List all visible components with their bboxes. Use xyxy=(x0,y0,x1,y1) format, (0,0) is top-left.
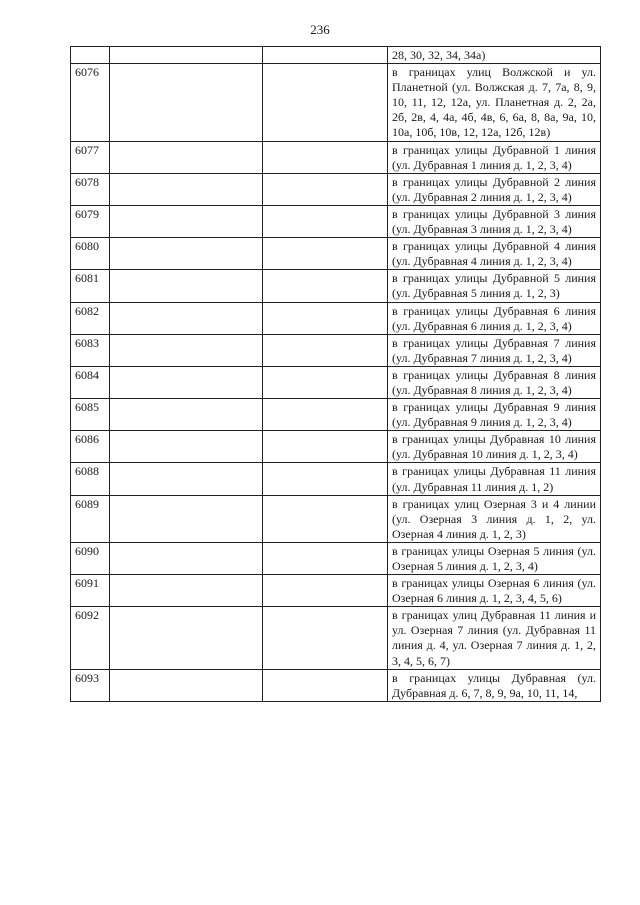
station-number: 6081 xyxy=(71,270,110,302)
blank-cell xyxy=(110,399,263,431)
blank-cell xyxy=(263,141,388,173)
boundary-description: в границах улицы Дубравной 2 линия (ул. Дубравная 2 линия д. 1, 2, 3, 4) xyxy=(388,173,601,205)
blank-cell xyxy=(110,270,263,302)
station-number: 6082 xyxy=(71,302,110,334)
table-row xyxy=(71,64,601,141)
blank-cell xyxy=(110,431,263,463)
station-number: 6090 xyxy=(71,542,110,574)
boundary-description: в границах улицы Дубравной 3 линия (ул. Дубравная 3 линия д. 1, 2, 3, 4) xyxy=(388,205,601,237)
station-number: 6092 xyxy=(71,607,110,669)
blank-cell xyxy=(263,64,388,141)
station-number: 6091 xyxy=(71,575,110,607)
blank-cell xyxy=(110,542,263,574)
blank-cell xyxy=(110,334,263,366)
blank-cell xyxy=(110,205,263,237)
station-number: 6086 xyxy=(71,431,110,463)
boundary-description: в границах улицы Дубравная 7 линия (ул. Дубравная 7 линия д. 1, 2, 3, 4) xyxy=(388,334,601,366)
station-number: 6077 xyxy=(71,141,110,173)
boundary-description: 28, 30, 32, 34, 34а) xyxy=(388,47,601,64)
blank-cell xyxy=(110,238,263,270)
station-number: 6089 xyxy=(71,495,110,542)
blank-cell xyxy=(110,302,263,334)
blank-cell xyxy=(263,47,388,64)
boundary-description: в границах улицы Дубравная 8 линия (ул. Дубравная 8 линия д. 1, 2, 3, 4) xyxy=(388,366,601,398)
blank-cell xyxy=(263,173,388,205)
station-number: 6076 xyxy=(71,64,110,141)
table-row xyxy=(71,366,601,398)
blank-cell xyxy=(110,463,263,495)
station-number: 6088 xyxy=(71,463,110,495)
table-row xyxy=(71,495,601,542)
boundary-description: в границах улицы Озерная 5 линия (ул. Озерная 5 линия д. 1, 2, 3, 4) xyxy=(388,542,601,574)
station-number: 6080 xyxy=(71,238,110,270)
boundary-description: в границах улицы Дубравной 4 линия (ул. Дубравная 4 линия д. 1, 2, 3, 4) xyxy=(388,238,601,270)
blank-cell xyxy=(263,238,388,270)
table-row xyxy=(71,334,601,366)
blank-cell xyxy=(263,399,388,431)
table-row xyxy=(71,173,601,205)
continuation-row xyxy=(71,47,601,64)
table-row xyxy=(71,141,601,173)
blank-cell xyxy=(263,334,388,366)
table-row xyxy=(71,542,601,574)
blank-cell xyxy=(263,302,388,334)
station-number: 6085 xyxy=(71,399,110,431)
station-number: 6083 xyxy=(71,334,110,366)
blank-cell xyxy=(263,669,388,701)
blank-cell xyxy=(110,47,263,64)
blank-cell xyxy=(110,64,263,141)
blank-cell xyxy=(263,607,388,669)
boundary-description: в границах улицы Дубравная (ул. Дубравная д. 6, 7, 8, 9, 9а, 10, 11, 14, xyxy=(388,669,601,701)
polling-stations-table xyxy=(70,46,601,702)
blank-cell xyxy=(110,495,263,542)
table-row xyxy=(71,463,601,495)
boundary-description: в границах улицы Дубравная 9 линия (ул. Дубравная 9 линия д. 1, 2, 3, 4) xyxy=(388,399,601,431)
station-number: 6084 xyxy=(71,366,110,398)
table-row xyxy=(71,399,601,431)
boundary-description: в границах улицы Дубравной 5 линия (ул. Дубравная 5 линия д. 1, 2, 3) xyxy=(388,270,601,302)
boundary-description: в границах улицы Дубравная 6 линия (ул. Дубравная 6 линия д. 1, 2, 3, 4) xyxy=(388,302,601,334)
blank-cell xyxy=(263,575,388,607)
boundary-description: в границах улиц Волжской и ул. Планетной (ул. Волжская д. 7, 7а, 8, 9, 10, 11, 12, 12а, ул. Планетная д. 2, 2а, 2б, 2в, 4, 4а, 4б, 4в, 6, 6а, 8, 8а, 9а, 10, 10а, 10б, 10в, 12, 12а, 12б, 12в) xyxy=(388,64,601,141)
blank-cell xyxy=(263,366,388,398)
blank-cell xyxy=(263,205,388,237)
boundary-description: в границах улицы Дубравная 11 линия (ул. Дубравная 11 линия д. 1, 2) xyxy=(388,463,601,495)
blank-cell xyxy=(110,575,263,607)
table-row xyxy=(71,302,601,334)
blank-cell xyxy=(263,542,388,574)
station-number: 6093 xyxy=(71,669,110,701)
blank-cell xyxy=(263,270,388,302)
blank-cell xyxy=(110,141,263,173)
table-row xyxy=(71,575,601,607)
blank-cell xyxy=(110,669,263,701)
table-row xyxy=(71,607,601,669)
blank-cell xyxy=(110,173,263,205)
table-row xyxy=(71,270,601,302)
blank-cell xyxy=(110,607,263,669)
blank-cell xyxy=(263,431,388,463)
boundary-description: в границах улиц Дубравная 11 линия и ул. Озерная 7 линия (ул. Дубравная 11 линия д. 4, ул. Озерная 7 линия д. 1, 2, 3, 4, 5, 6, 7) xyxy=(388,607,601,669)
boundary-description: в границах улицы Озерная 6 линия (ул. Озерная 6 линия д. 1, 2, 3, 4, 5, 6) xyxy=(388,575,601,607)
page-number: 236 xyxy=(310,22,330,37)
boundary-description: в границах улицы Дубравной 1 линия (ул. Дубравная 1 линия д. 1, 2, 3, 4) xyxy=(388,141,601,173)
table-row xyxy=(71,431,601,463)
boundary-description: в границах улицы Дубравная 10 линия (ул. Дубравная 10 линия д. 1, 2, 3, 4) xyxy=(388,431,601,463)
num-cell xyxy=(71,47,110,64)
boundary-description: в границах улиц Озерная 3 и 4 линии (ул. Озерная 3 линия д. 1, 2, ул. Озерная 4 линия д. 1, 2, 3) xyxy=(388,495,601,542)
blank-cell xyxy=(263,463,388,495)
blank-cell xyxy=(110,366,263,398)
station-number: 6078 xyxy=(71,173,110,205)
station-number: 6079 xyxy=(71,205,110,237)
table-row xyxy=(71,238,601,270)
blank-cell xyxy=(263,495,388,542)
table-row xyxy=(71,205,601,237)
table-row xyxy=(71,669,601,701)
